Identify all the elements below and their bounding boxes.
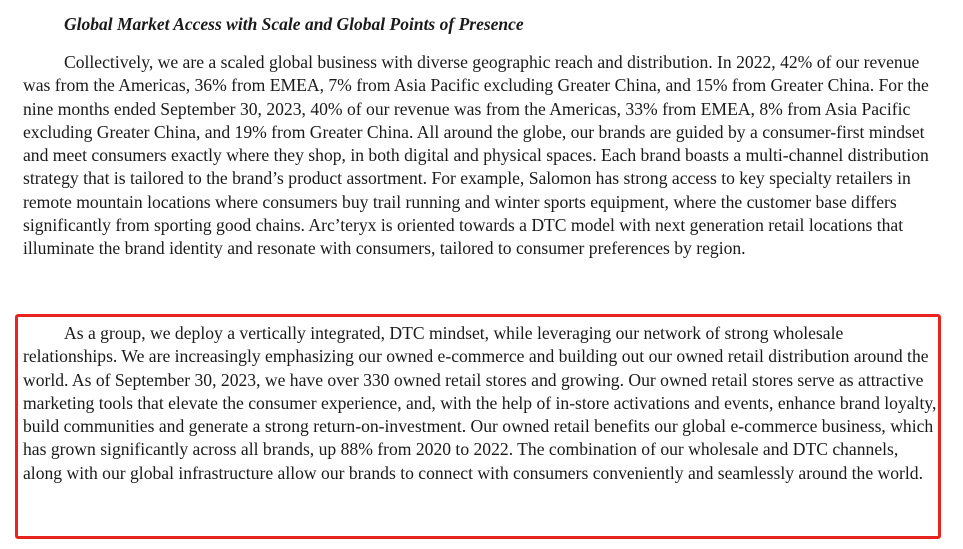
paragraph-dtc-strategy: As a group, we deploy a vertically integrated, DTC mindset, while leveraging our network of strong wholesale relationships. We are increasingly emphasizing our owned e-commerce and building out our owned retail distribution around the world. As of September 30, 2023, we have over 330 owned retail stores and growing. Our owned retail stores serve as attractive marketing tools that elevate the consumer experience, and, with the help of in-store activations and events, enhance brand loyalty, build communities and generate a strong return-on-investment. Our owned retail benefits our global e-commerce business, which has grown significantly across all brands, up 88% from 2020 to 2022. The combination of our wholesale and DTC channels, along with our global infrastructure allow our brands to connect with consumers conveniently and seamlessly around the world. xyxy=(23,323,937,483)
paragraph-global-reach: Collectively, we are a scaled global business with diverse geographic reach and distribution. In 2022, 42% of our revenue was from the Americas, 36% from EMEA, 7% from Asia Pacific excluding Greater China, and 15% from Greater China. For the nine months ended September 30, 2023, 40% of our revenue was from the Americas, 33% from EMEA, 8% from Asia Pacific excluding Greater China, and 19% from Greater China. All around the globe, our brands are guided by a consumer-first mindset and meet consumers exactly where they shop, in both digital and physical spaces. Each brand boasts a multi-channel distribution strategy that is tailored to the brand’s product assortment. For example, Salomon has strong access to key specialty retailers in remote mountain locations where consumers buy trail running and winter sports equipment, where the customer base differs significantly from sporting good chains. Arc’teryx is oriented towards a DTC model with next generation retail locations that illuminate the brand identity and resonate with consumers, tailored to consumer preferences by region. xyxy=(23,52,929,259)
section-heading: Global Market Access with Scale and Global Points of Presence xyxy=(64,14,524,34)
